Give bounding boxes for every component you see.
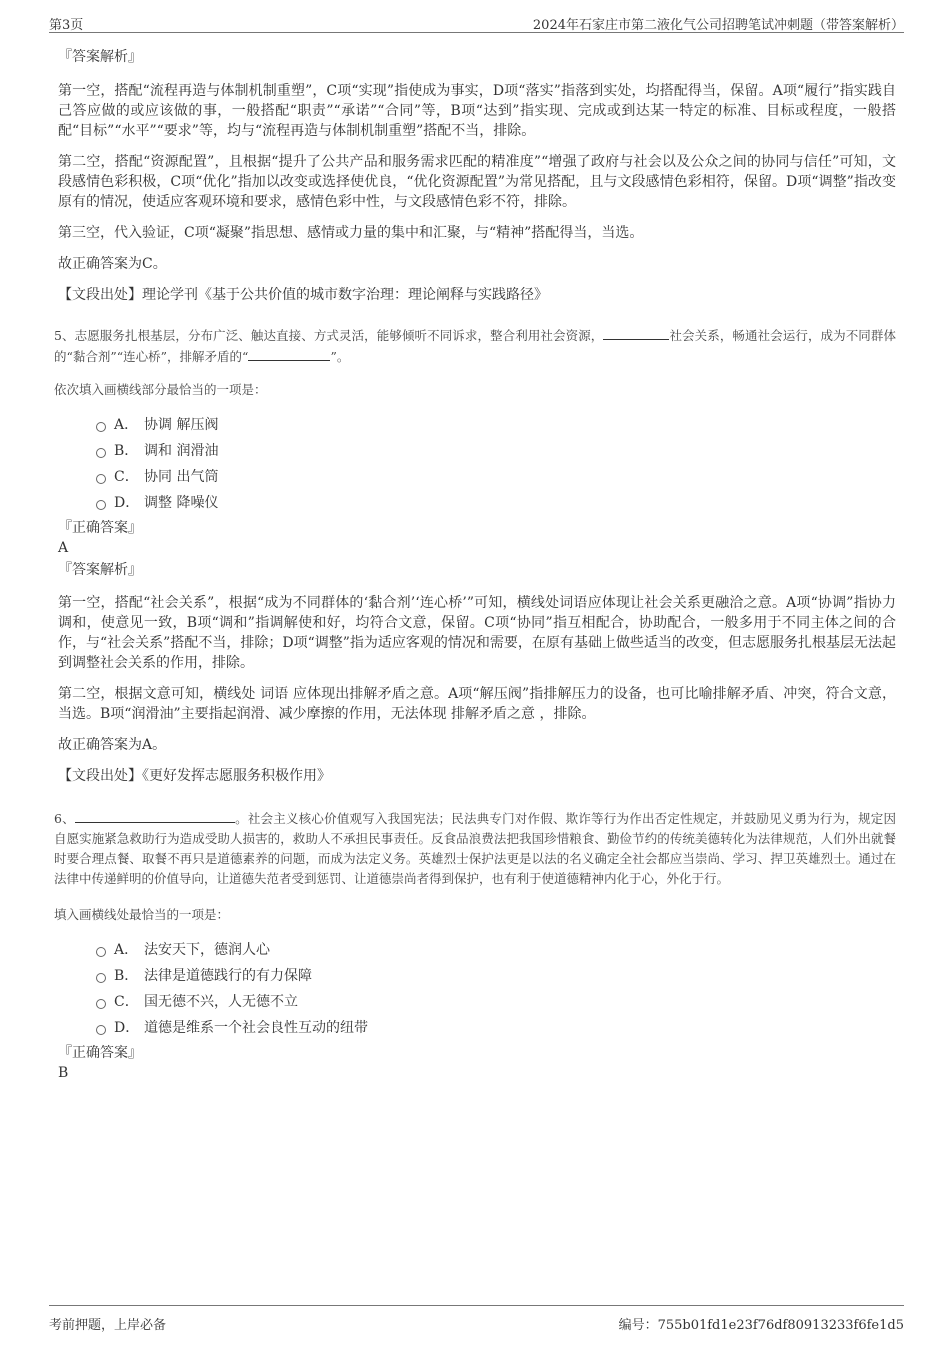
radio-icon[interactable] [96,474,106,484]
final-answer-text: 故正确答案为A。 [58,737,167,753]
analysis-paragraph-1: 第一空，搭配“社会关系”，根据“成为不同群体的‘黏合剂’‘连心桥’”可知，横线处词语应体现让社会关系更融洽之意。A项“协调”指协力调和，使意见一致，B项“调和”指调解使和好，均符合文意，保留。C项“协同”指互相配合，协助配合，一般多用于不同主体之间的合作，与“社会关系”搭配不当，排除；D项“调整”指为适应客观的情况和需要，在原有基础上做些适当的改变，但志愿服务扎根基层无法起到调整社会关系的作用，排除。 [58,595,896,671]
analysis-label: 『答案解析』 [58,49,142,65]
question-5-text-a: 5、志愿服务扎根基层，分布广泛、触达直接、方式灵活，能够倾听不同诉求，整合利用社会资源， [54,328,604,343]
question-6-options [96,937,896,1041]
document-title: 2024年石家庄市第二液化气公司招聘笔试冲刺题（带答案解析） [532,18,904,33]
option-b[interactable]: B． 调和 润滑油 [96,438,896,464]
analysis-paragraph-3: 第三空，代入验证，C项“凝聚”指思想、感情或力量的集中和汇聚，与“精神”搭配得当，当选。 [58,225,644,241]
page-footer [49,1305,904,1332]
option-c[interactable]: C． 协同 出气筒 [96,464,896,490]
analysis-label: 『答案解析』 [58,562,142,578]
correct-answer-label: 『正确答案』 [58,520,142,536]
radio-icon[interactable] [96,947,106,957]
analysis-paragraph-1: 第一空，搭配“流程再造与体制机制重塑”，C项“实现”指使成为事实，D项“落实”指落到实处，均搭配得当，保留。A项“履行”指实践自己答应做的或应该做的事，一般搭配“职责”“承诺”“合同”等，B项“达到”指实现、完成或到达某一特定的标准、目标或程度，一般搭配“目标”“水平”“要求”等，均与“流程再造与体制机制重塑”搭配不当，排除。 [58,83,896,139]
page-content [54,45,896,1083]
page-number: 第3页 [49,18,84,33]
source-citation: 【文段出处】理论学刊《基于公共价值的城市数字治理：理论阐释与实践路径》 [58,287,548,303]
correct-answer: B [58,1065,69,1081]
radio-icon[interactable] [96,999,106,1009]
question-5-stem [54,325,896,367]
option-a[interactable]: A． 法安天下，德润人心 [96,937,896,963]
question-5-text-b: 社会关系，畅通社会运行，成为不同群体的“黏合剂”“连心桥”，排解矛盾的“ [54,328,896,364]
analysis-paragraph-2: 第二空，根据文意可知，横线处 词语 应体现出排解矛盾之意。A项“解压阀”指排解压力的设备，也可比喻排解矛盾、冲突，符合文意，当选。B项“润滑油”主要指起润滑、减少摩擦的作用，无法体现 排解矛盾之意 ，排除。 [58,686,896,722]
page-header [49,10,904,33]
answer-blank [75,808,235,823]
option-c[interactable]: C． 国无德不兴，人无德不立 [96,989,896,1015]
answer-blank-2 [248,346,330,361]
question-5-options [96,412,896,516]
radio-icon[interactable] [96,448,106,458]
footer-slogan: 考前押题，上岸必备 [49,1318,167,1333]
correct-answer: A [58,540,69,556]
question-6-stem: 6、 。社会主义核心价值观写入我国宪法；民法典专门对作假、欺诈等行为作出否定性规定，并鼓励见义勇为行为，规定因自愿实施紧急救助行为造成受助人损害的，救助人不承担民事责任。反食品浪费法把我国珍惜粮食、勤俭节约的传统美德转化为法律规范，人们外出就餐时要合理点餐、取餐不再只是道德素养的问题，而成为法定义务。英雄烈士保护法更是以法的名义确定全社会都应当崇尚、学习、捍卫英雄烈士。通过在法律中传递鲜明的价值导向，让道德失范者受到惩罚、让道德崇尚者得到保护，也有利于使道德精神内化于心，外化于行。 [54,808,896,889]
question-6-prompt: 填入画横线处最恰当的一项是： [54,907,230,922]
radio-icon[interactable] [96,973,106,983]
answer-blank-1 [603,325,669,340]
option-b[interactable]: B． 法律是道德践行的有力保障 [96,963,896,989]
radio-icon[interactable] [96,1025,106,1035]
analysis-paragraph-2: 第二空，搭配“资源配置”，且根据“提升了公共产品和服务需求匹配的精准度”“增强了政府与社会以及公众之间的协同与信任”可知，文段感情色彩积极，C项“优化”指加以改变或选择使优良，“优化资源配置”为常见搭配，且与文段感情色彩相符，保留。D项“调整”指改变原有的情况，使适应客观环境和要求，感情色彩中性，与文段感情色彩不符，排除。 [58,154,896,210]
correct-answer-label: 『正确答案』 [58,1045,142,1061]
question-5-prompt: 依次填入画横线部分最恰当的一项是： [54,382,267,397]
radio-icon[interactable] [96,422,106,432]
question-5-text-c: ”。 [330,349,350,364]
option-a[interactable]: A． 协调 解压阀 [96,412,896,438]
option-d[interactable]: D． 调整 降噪仪 [96,490,896,516]
document-id: 编号：755b01fd1e23f76df80913233f6fe1d5 [618,1318,904,1333]
option-d[interactable]: D． 道德是维系一个社会良性互动的纽带 [96,1015,896,1041]
radio-icon[interactable] [96,500,106,510]
source-citation: 【文段出处】《更好发挥志愿服务积极作用》 [58,768,331,784]
final-answer-text: 故正确答案为C。 [58,256,167,272]
